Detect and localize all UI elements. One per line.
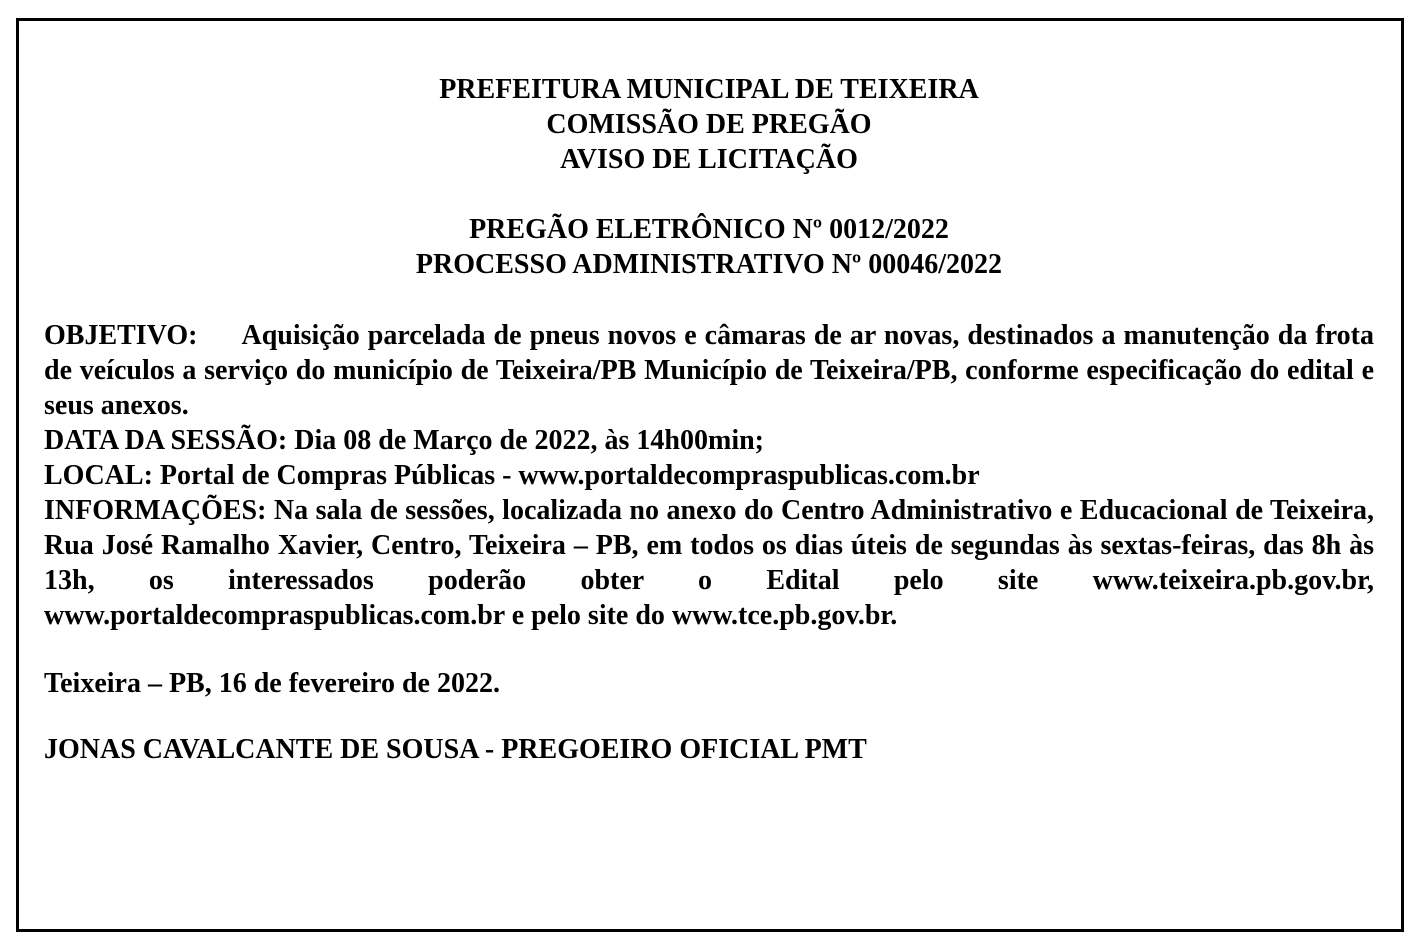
notice-date: Teixeira – PB, 16 de fevereiro de 2022. xyxy=(44,668,500,699)
notice-title: AVISO DE LICITAÇÃO xyxy=(560,144,858,175)
process-number: PROCESSO ADMINISTRATIVO Nº 00046/2022 xyxy=(415,249,1003,280)
pregao-number: PREGÃO ELETRÔNICO Nº 0012/2022 xyxy=(469,214,949,245)
session-date: DATA DA SESSÃO: Dia 08 de Março de 2022, às 14h00min; xyxy=(44,425,765,456)
objective-label: OBJETIVO: xyxy=(44,320,198,351)
objective-paragraph xyxy=(44,318,1374,423)
signature-line: JONAS CAVALCANTE DE SOUSA - PREGOEIRO OFICIAL PMT xyxy=(44,734,867,765)
notice-header xyxy=(0,72,1418,177)
objective-text: Aquisição parcelada de pneus novos e câmaras de ar novas, destinados a manutenção da frota de veículos a serviço do município de Teixeira/PB Município de Teixeira/PB, conforme especificação do edital e seus anexos. xyxy=(44,320,1374,421)
session-location: LOCAL: Portal de Compras Públicas - www.portaldecompraspublicas.com.br xyxy=(44,460,980,491)
commission-title: COMISSÃO DE PREGÃO xyxy=(546,109,872,140)
information-paragraph: INFORMAÇÕES: Na sala de sessões, localizada no anexo do Centro Administrativo e Educacional de Teixeira, Rua José Ramalho Xavier, Centro, Teixeira – PB, em todos os dias úteis de segundas às sextas-feiras, das 8h às 13h, os interessados poderão obter o Edital pelo site www.teixeira.pb.gov.br, www.portaldecompraspublicas.com.br e pelo site do www.tce.pb.gov.br. xyxy=(44,495,1374,631)
notice-body xyxy=(44,318,1374,633)
municipality-title: PREFEITURA MUNICIPAL DE TEIXEIRA xyxy=(439,74,979,105)
process-identifiers xyxy=(0,212,1418,282)
